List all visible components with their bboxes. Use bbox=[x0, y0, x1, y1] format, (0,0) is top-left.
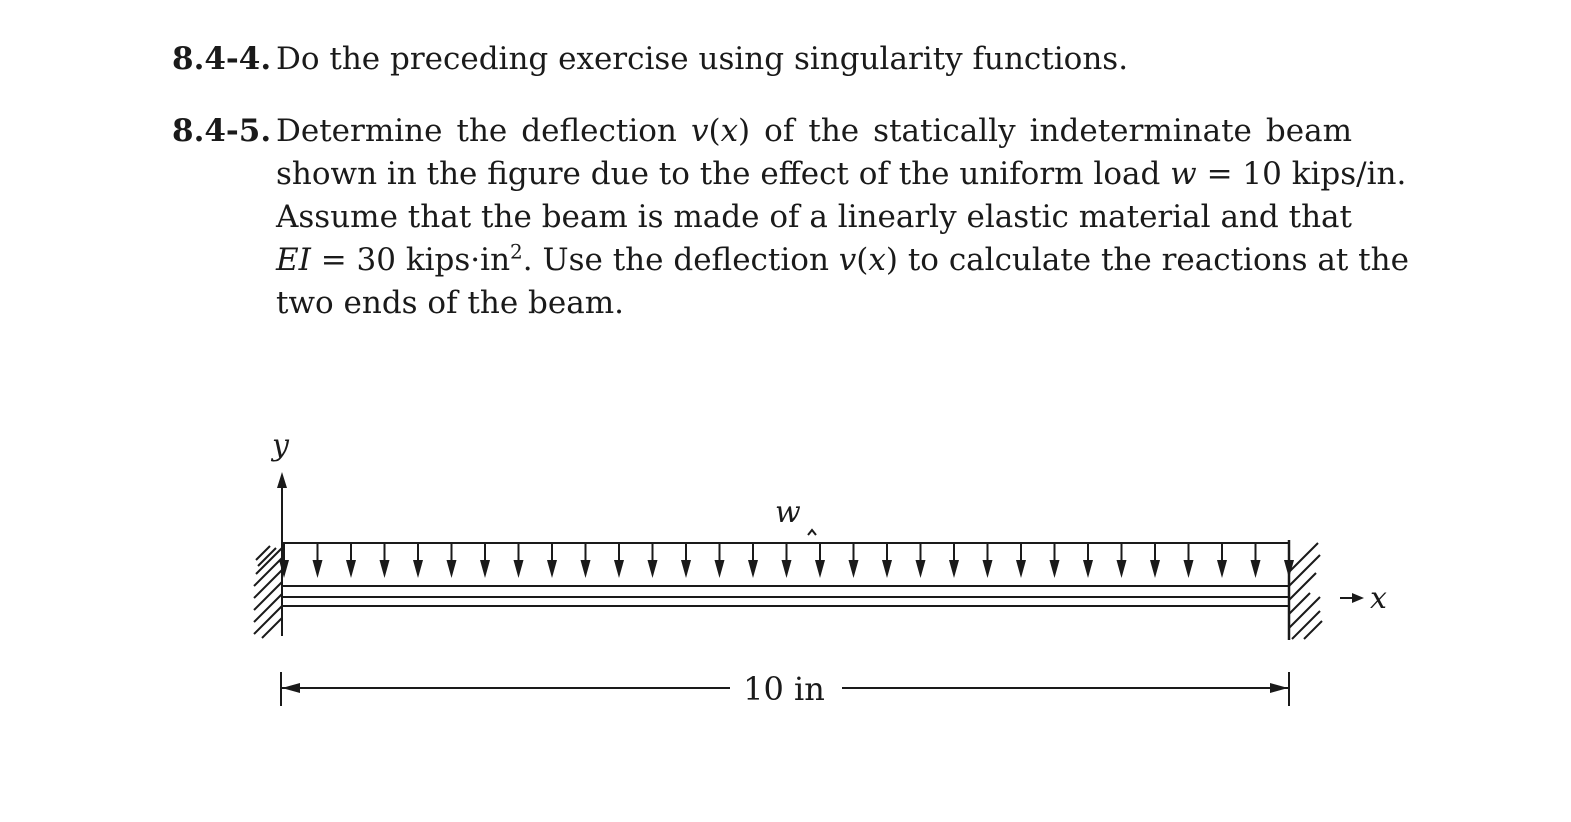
problem-number: 8.4-5. bbox=[172, 113, 272, 149]
load-arrow-head bbox=[313, 560, 323, 578]
load-arrow-head bbox=[882, 560, 892, 578]
span-label: 10 in bbox=[743, 670, 825, 708]
load-arrow-head bbox=[1083, 560, 1093, 578]
load-arrow-head bbox=[715, 560, 725, 578]
problem-text-line-2: shown in the figure due to the effect of the uniform load w = 10 kips/in. bbox=[276, 156, 1407, 192]
load-arrow-head bbox=[380, 560, 390, 578]
load-arrow-head bbox=[1016, 560, 1026, 578]
problem-text-line: Do the preceding exercise using singularity functions. bbox=[276, 41, 1129, 77]
load-arrow-head bbox=[916, 560, 926, 578]
load-arrow-head bbox=[447, 560, 457, 578]
problem-text-line-3: Assume that the beam is made of a linearly elastic material and that bbox=[276, 199, 1352, 235]
load-arrow-head bbox=[413, 560, 423, 578]
beam bbox=[282, 586, 1289, 606]
y-axis-arrowhead bbox=[277, 472, 287, 488]
dimension-arrowhead-right bbox=[1270, 683, 1288, 693]
load-arrow-head bbox=[581, 560, 591, 578]
load-arrow-head bbox=[547, 560, 557, 578]
problem-text-line-1: Determine the deflection v(x) of the statically indeterminate beam bbox=[276, 113, 1352, 149]
problem-text-line-5: two ends of the beam. bbox=[276, 285, 624, 321]
load-arrow-head bbox=[1050, 560, 1060, 578]
y-axis-label: y bbox=[272, 428, 289, 463]
caret-mark bbox=[808, 530, 816, 535]
distributed-load-arrows bbox=[279, 543, 1294, 578]
load-arrow-head bbox=[983, 560, 993, 578]
load-arrow-head bbox=[1217, 560, 1227, 578]
load-arrow-head bbox=[648, 560, 658, 578]
x-axis-label: x bbox=[1370, 581, 1387, 616]
load-arrow-head bbox=[1117, 560, 1127, 578]
load-label: w bbox=[775, 495, 801, 530]
right-fixed-support bbox=[1289, 543, 1322, 639]
load-arrow-head bbox=[1184, 560, 1194, 578]
load-arrow-head bbox=[346, 560, 356, 578]
load-arrow-head bbox=[681, 560, 691, 578]
load-arrow-head bbox=[1251, 560, 1261, 578]
load-arrow-head bbox=[815, 560, 825, 578]
left-fixed-support bbox=[254, 546, 282, 638]
dimension-arrowhead-left bbox=[282, 683, 300, 693]
x-axis-arrowhead bbox=[1352, 593, 1364, 603]
problem-text-line-4: EI = 30 $kips\cdot in^2$. Use the deflection v(x) to calculate the reactions at the bbox=[276, 239, 1409, 278]
load-arrow-head bbox=[514, 560, 524, 578]
problem-number: 8.4-4. bbox=[172, 41, 272, 77]
load-arrow-head bbox=[949, 560, 959, 578]
load-arrow-head bbox=[279, 560, 289, 578]
load-arrow-head bbox=[614, 560, 624, 578]
load-arrow-head bbox=[480, 560, 490, 578]
load-arrow-head bbox=[782, 560, 792, 578]
load-arrow-head bbox=[1150, 560, 1160, 578]
load-arrow-head bbox=[748, 560, 758, 578]
load-arrow-head bbox=[849, 560, 859, 578]
